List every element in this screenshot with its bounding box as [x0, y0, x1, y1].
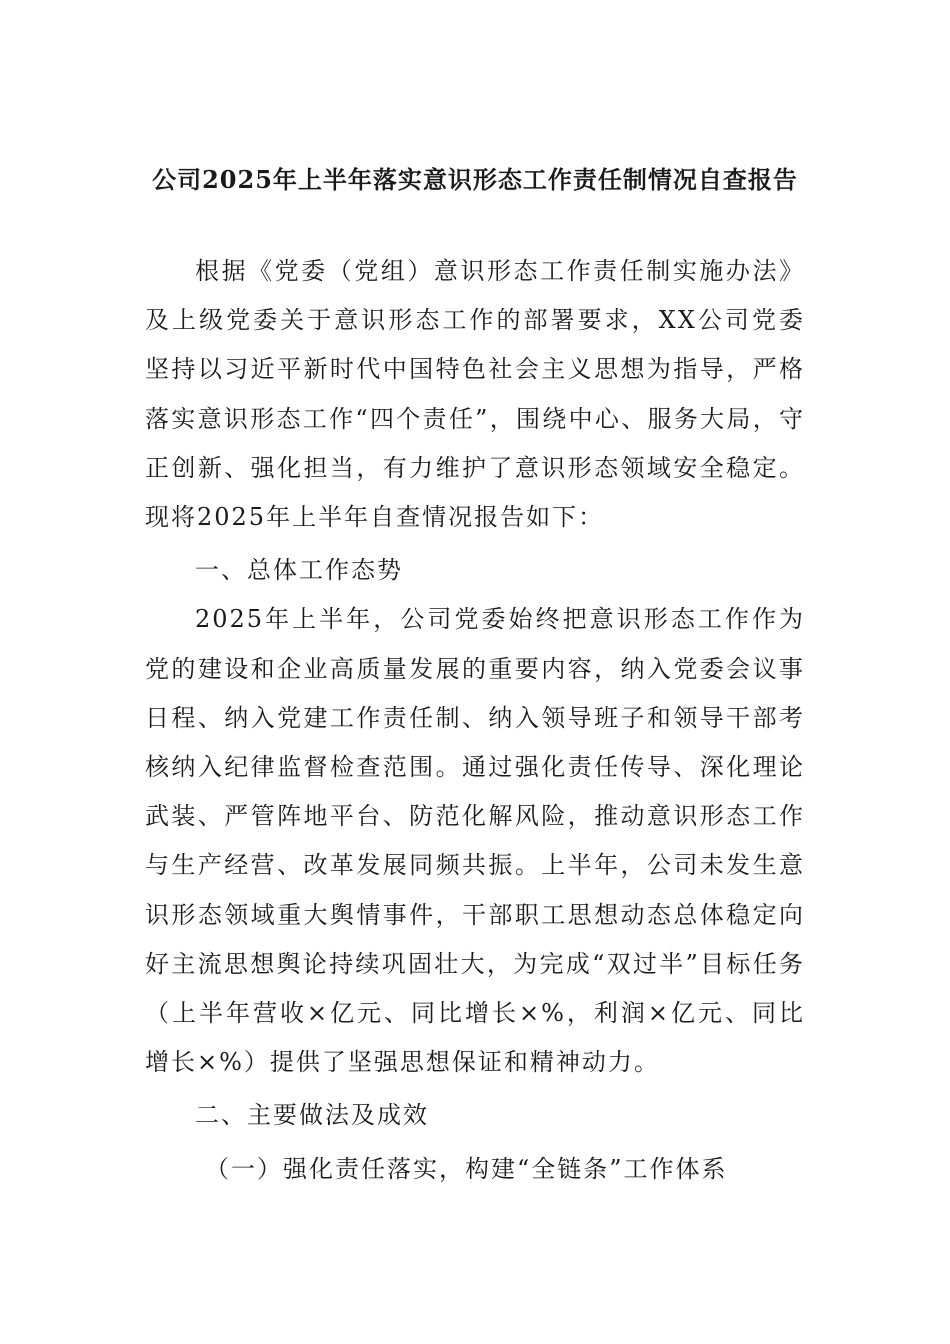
section-heading-1: 一、总体工作态势: [195, 556, 403, 585]
intro-paragraph: 根据《党委（党组）意识形态工作责任制实施办法》及上级党委关于意识形态工作的部署要求，XX公司党委坚持以习近平新时代中国特色社会主义思想为指导，严格落实意识形态工作“四个责任”，围绕中心、服务大局，守正创新、强化担当，有力维护了意识形态领域安全稳定。现将2025年上半年自查情况报告如下：: [145, 257, 805, 532]
overview-paragraph: 2025年上半年，公司党委始终把意识形态工作作为党的建设和企业高质量发展的重要内容，纳入党委会议事日程、纳入党建工作责任制、纳入领导班子和领导干部考核纳入纪律监督检查范围。通过强化责任传导、深化理论武装、严管阵地平台、防范化解风险，推动意识形态工作与生产经营、改革发展同频共振。上半年，公司未发生意识形态领域重大舆情事件，干部职工思想动态总体稳定向好主流思想舆论持续巩固壮大，为完成“双过半”目标任务（上半年营收×亿元、同比增长×%，利润×亿元、同比增长×%）提供了坚强思想保证和精神动力。: [145, 605, 805, 1077]
document-title: 公司2025年上半年落实意识形态工作责任制情况自查报告: [152, 165, 798, 194]
subsection-heading-1: （一）强化责任落实，构建“全链条”工作体系: [205, 1154, 728, 1183]
document-body: [145, 247, 805, 1194]
section-heading-2: 二、主要做法及成效: [195, 1101, 429, 1130]
